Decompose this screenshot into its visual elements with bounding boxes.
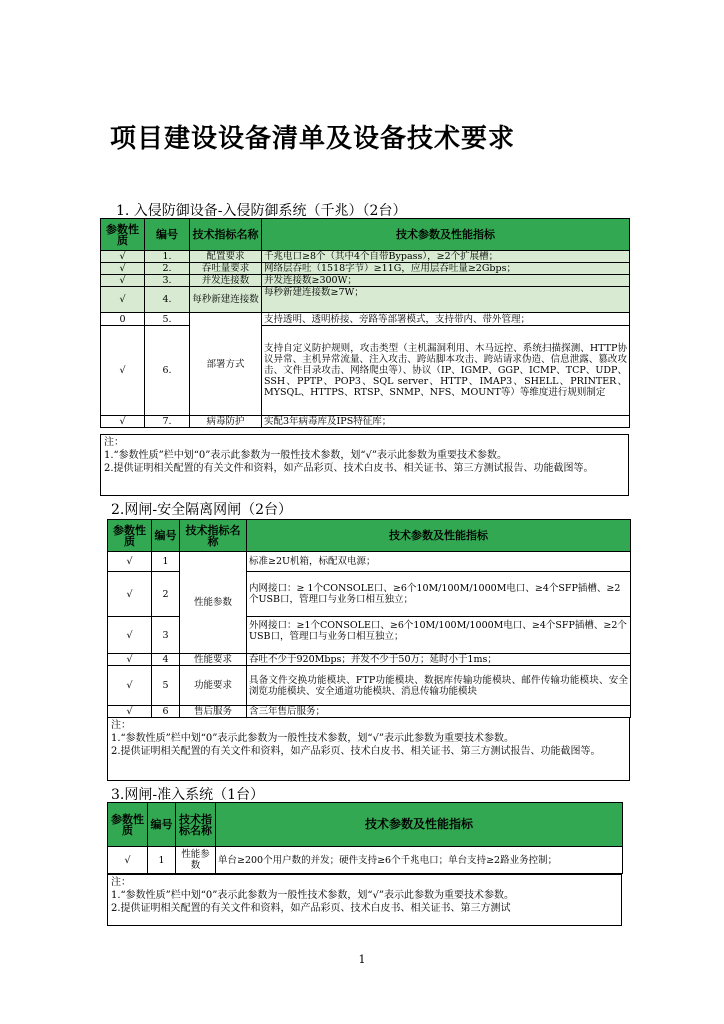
cell-name: 性能要求 xyxy=(180,654,247,666)
section-3-notes xyxy=(107,874,622,926)
cell-name: 售后服务 xyxy=(180,706,247,718)
cell-spec: 含三年售后服务； xyxy=(247,706,631,718)
table-header-row xyxy=(108,803,623,847)
cell-nature: √ xyxy=(108,654,152,666)
header-spec: 技术参数及性能指标 xyxy=(262,219,630,251)
table-row xyxy=(108,552,631,572)
cell-no: 2 xyxy=(152,572,180,617)
cell-spec: 吞吐不少于920Mbps；并发不少于50万；延时小于1ms； xyxy=(247,654,631,666)
table-header-row xyxy=(101,219,630,251)
cell-no: 1 xyxy=(148,847,176,874)
cell-nature: √ xyxy=(108,552,152,572)
header-name: 技术指标名称 xyxy=(180,520,247,552)
cell-nature: √ xyxy=(108,847,148,874)
header-no: 编号 xyxy=(152,520,180,552)
cell-nature: √ xyxy=(101,416,145,428)
cell-spec: 支持自定义防护规则，攻击类型（主机漏洞利用、木马远控、系统扫描探测、HTTP协议异常、主机异常流量、注入攻击、跨站脚本攻击、跨站请求伪造、信息泄露、篡改攻击、文件目录攻击、网络爬虫等）、协议（IP、IGMP、GGP、ICMP、TCP、UDP、SSH、PPTP、POP3、SQL server、HTTP、IMAP3、SHELL、PRINTER、MYSQL、HTTPS、RTSP、SNMP、NFS、MOUNT等）等维度进行规则制定 xyxy=(262,326,630,416)
cell-no: 4 xyxy=(152,654,180,666)
cell-spec: 单台≥200个用户数的并发；硬件支持≥6个千兆电口；单台支持≥2路业务控制； xyxy=(216,847,623,874)
cell-spec: 支持透明、透明桥接、旁路等部署模式，支持带内、带外管理； xyxy=(262,313,630,326)
table-row xyxy=(101,275,630,287)
note-line: 2.提供证明相关配置的有关文件和资料，如产品彩页、技术白皮书、相关证书、第三方测试报告、功能截图等。 xyxy=(111,746,601,757)
section-1-heading: 1. 入侵防御设备-入侵防御系统（千兆）（2台） xyxy=(116,203,407,219)
cell-spec: 千兆电口≥8个（其中4个自带Bypass），≥2个扩展槽； xyxy=(262,251,630,263)
cell-spec: 每秒新建连接数≥7W； xyxy=(262,287,630,313)
header-nature: 参数性质 xyxy=(108,803,148,847)
note-label: 注： xyxy=(111,720,131,731)
cell-no: 5. xyxy=(145,313,190,326)
table-row xyxy=(108,666,631,706)
cell-no: 7. xyxy=(145,416,190,428)
cell-no: 2. xyxy=(145,263,190,275)
table-row xyxy=(101,263,630,275)
cell-nature: √ xyxy=(101,287,145,313)
note-line: 1.“参数性质”栏中划“0”表示此参数为一般性技术参数，划“√”表示此参数为重要技术参数。 xyxy=(111,890,514,901)
document-title: 项目建设设备清单及设备技术要求 xyxy=(110,124,516,154)
cell-spec: 外网接口：≥1个CONSOLE口、≥6个10M/100M/1000M电口、≥4个SFP插槽、≥2个USB口，管理口与业务口相互独立； xyxy=(247,617,631,654)
note-line: 1.“参数性质”栏中划“0”表示此参数为一般性技术参数，划“√”表示此参数为重要技术参数。 xyxy=(111,733,514,744)
header-name: 技术指标名称 xyxy=(190,219,262,251)
cell-spec: 实配3年病毒库及IPS特征库； xyxy=(262,416,630,428)
cell-no: 1 xyxy=(152,552,180,572)
section-1-notes xyxy=(100,434,629,496)
cell-nature: √ xyxy=(101,251,145,263)
header-spec: 技术参数及性能指标 xyxy=(247,520,631,552)
section-2-heading: 2.网闸-安全隔离网闸（2台） xyxy=(111,502,292,518)
page-number: 1 xyxy=(358,953,366,966)
note-line: 2.提供证明相关配置的有关文件和资料，如产品彩页、技术白皮书、相关证书、第三方测试报告、功能截图等。 xyxy=(104,463,594,474)
cell-no: 4. xyxy=(145,287,190,313)
section-3-table xyxy=(107,802,623,874)
header-no: 编号 xyxy=(145,219,190,251)
header-spec: 技术参数及性能指标 xyxy=(216,803,623,847)
table-row xyxy=(108,706,631,718)
cell-name: 配置要求 xyxy=(190,251,262,263)
cell-spec: 网络层吞吐（1518字节）≥11G，应用层吞吐量≥2Gbps； xyxy=(262,263,630,275)
table-row xyxy=(101,251,630,263)
section-2-table xyxy=(107,519,631,718)
note-label: 注： xyxy=(111,877,131,888)
header-nature: 参数性质 xyxy=(108,520,152,552)
cell-name: 性能参数 xyxy=(180,552,247,654)
table-row xyxy=(101,287,630,313)
cell-name: 每秒新建连接数 xyxy=(190,287,262,313)
cell-nature: √ xyxy=(101,275,145,287)
table-row xyxy=(101,416,630,428)
cell-nature: √ xyxy=(108,666,152,706)
cell-no: 1. xyxy=(145,251,190,263)
table-row xyxy=(101,313,630,326)
cell-nature: √ xyxy=(108,617,152,654)
section-1-table xyxy=(100,218,630,428)
header-name: 技术指标名称 xyxy=(176,803,216,847)
cell-spec: 内网接口：≥ 1个CONSOLE口、≥6个10M/100M/1000M电口、≥4个SFP插槽、≥2个USB口，管理口与业务口相互独立； xyxy=(247,572,631,617)
cell-name: 功能要求 xyxy=(180,666,247,706)
table-header-row xyxy=(108,520,631,552)
section-2-notes xyxy=(107,717,630,781)
cell-spec: 并发连接数≥300W； xyxy=(262,275,630,287)
header-nature: 参数性质 xyxy=(101,219,145,251)
cell-name: 并发连接数 xyxy=(190,275,262,287)
table-row xyxy=(101,326,630,416)
table-row xyxy=(108,847,623,874)
cell-no: 5 xyxy=(152,666,180,706)
section-3-heading: 3.网闸-准入系统（1台） xyxy=(111,787,264,803)
header-no: 编号 xyxy=(148,803,176,847)
cell-spec: 标准≥2U机箱，标配双电源； xyxy=(247,552,631,572)
cell-no: 6. xyxy=(145,326,190,416)
cell-no: 6 xyxy=(152,706,180,718)
cell-nature: √ xyxy=(108,706,152,718)
note-label: 注： xyxy=(104,437,124,448)
cell-name: 吞吐量要求 xyxy=(190,263,262,275)
cell-name: 性能参数 xyxy=(176,847,216,874)
cell-nature: 0 xyxy=(101,313,145,326)
note-line: 2.提供证明相关配置的有关文件和资料，如产品彩页、技术白皮书、相关证书、第三方测试 xyxy=(111,903,511,914)
cell-nature: √ xyxy=(101,326,145,416)
cell-nature: √ xyxy=(101,263,145,275)
table-row xyxy=(108,654,631,666)
note-line: 1.“参数性质”栏中划“0”表示此参数为一般性技术参数，划“√”表示此参数为重要技术参数。 xyxy=(104,450,507,461)
cell-spec: 具备文件交换功能模块、FTP功能模块、数据库传输功能模块、邮件传输功能模块、安全浏览功能模块、安全通道功能模块、消息传输功能模块 xyxy=(247,666,631,706)
cell-nature: √ xyxy=(108,572,152,617)
cell-no: 3. xyxy=(145,275,190,287)
cell-no: 3 xyxy=(152,617,180,654)
cell-name: 病毒防护 xyxy=(190,416,262,428)
cell-name: 部署方式 xyxy=(190,313,262,416)
